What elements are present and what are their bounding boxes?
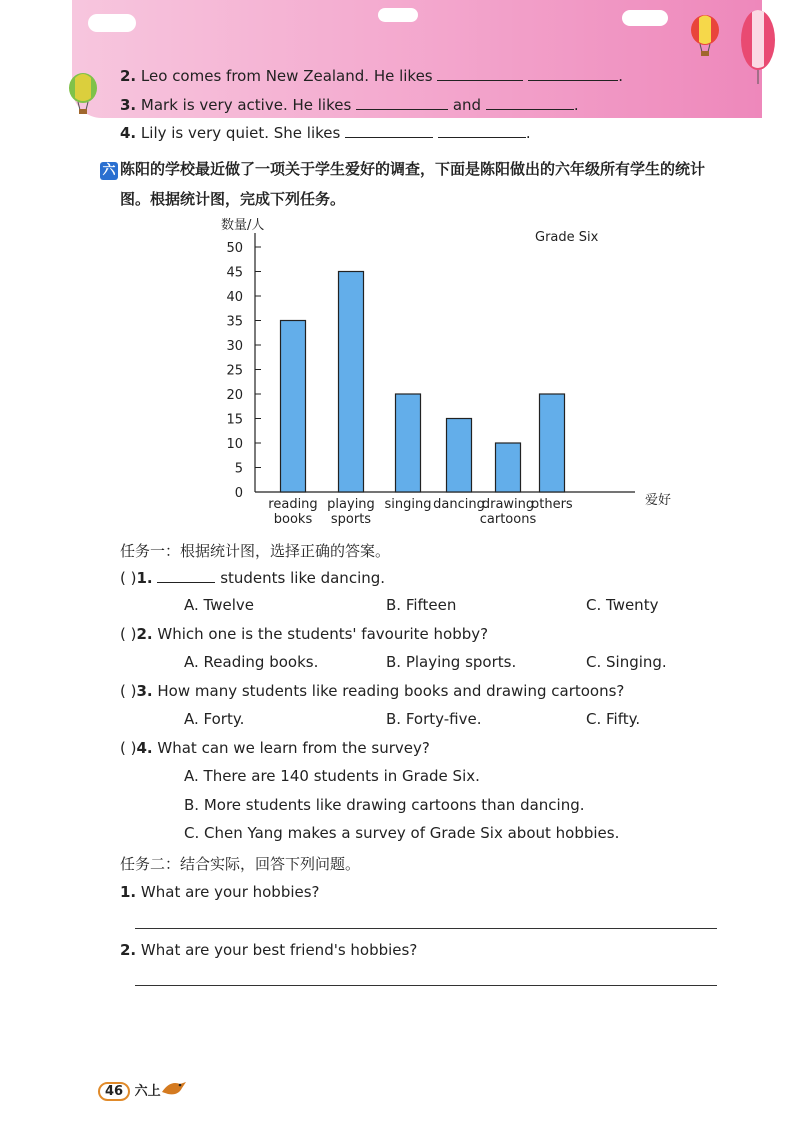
question-number: 4. bbox=[136, 739, 153, 757]
bar-chart bbox=[200, 210, 672, 530]
fill-in-item bbox=[120, 66, 623, 85]
option-b[interactable]: B. More students like drawing cartoons than dancing. bbox=[184, 796, 585, 814]
option-a[interactable]: A. Forty. bbox=[184, 710, 245, 728]
balloon-icon bbox=[66, 72, 100, 114]
question-number: 1. bbox=[136, 569, 153, 587]
answer-line[interactable] bbox=[135, 928, 717, 929]
question-text: What are your best friend's hobbies? bbox=[140, 941, 418, 959]
item-end: . bbox=[525, 124, 531, 142]
bar bbox=[396, 394, 421, 492]
question-text: What are your hobbies? bbox=[140, 883, 320, 901]
category-label: others bbox=[531, 497, 573, 512]
y-tick-label: 25 bbox=[226, 363, 243, 379]
option-c[interactable]: C. Twenty bbox=[586, 596, 659, 614]
y-tick-label: 0 bbox=[234, 486, 243, 501]
question-number: 2. bbox=[120, 941, 137, 959]
task2-title: 任务二：结合实际，回答下列问题。 bbox=[120, 855, 361, 873]
y-tick-label: 50 bbox=[226, 241, 243, 256]
option-b[interactable]: B. Forty-five. bbox=[386, 710, 482, 728]
category-label: cartoons bbox=[479, 512, 537, 527]
bar bbox=[540, 394, 565, 492]
question-number: 1. bbox=[120, 883, 137, 901]
answer-paren[interactable]: ( ) bbox=[120, 682, 137, 700]
item-number: 2. bbox=[120, 67, 137, 85]
fill-in-item bbox=[120, 123, 531, 142]
category-label: sports bbox=[330, 512, 372, 527]
item-text: Leo comes from New Zealand. He likes bbox=[140, 67, 433, 85]
balloon-icon bbox=[688, 14, 722, 56]
cloud-decoration bbox=[378, 8, 418, 22]
option-c[interactable]: C. Fifty. bbox=[586, 710, 641, 728]
bar bbox=[496, 443, 521, 492]
question-text: students like dancing. bbox=[220, 569, 386, 587]
question-text: What can we learn from the survey? bbox=[157, 739, 430, 757]
option-c[interactable]: C. Chen Yang makes a survey of Grade Six about hobbies. bbox=[184, 824, 620, 842]
question bbox=[120, 568, 385, 587]
page-number: 46 bbox=[98, 1082, 130, 1101]
y-tick-label: 10 bbox=[226, 437, 243, 452]
balloon-icon bbox=[738, 8, 778, 84]
answer-blank[interactable] bbox=[528, 66, 618, 81]
item-number: 3. bbox=[120, 96, 137, 114]
y-tick-label: 15 bbox=[226, 412, 243, 428]
item-mid: and bbox=[452, 96, 482, 114]
x-axis-label: 爱好 bbox=[645, 493, 672, 508]
task1-title: 任务一：根据统计图，选择正确的答案。 bbox=[120, 542, 391, 560]
question-text: How many students like reading books and drawing cartoons? bbox=[157, 682, 625, 700]
section-badge: 六 bbox=[100, 162, 118, 180]
answer-blank[interactable] bbox=[356, 95, 448, 110]
category-label: playing bbox=[327, 497, 375, 512]
bar bbox=[339, 272, 364, 493]
grade-label: 六上 bbox=[134, 1084, 161, 1099]
item-end: . bbox=[573, 96, 579, 114]
question bbox=[120, 682, 624, 700]
y-tick-label: 30 bbox=[226, 339, 243, 354]
category-label: books bbox=[273, 512, 313, 527]
y-tick-label: 40 bbox=[226, 290, 243, 305]
question bbox=[120, 625, 488, 643]
y-axis-label: 数量/人 bbox=[221, 218, 265, 233]
chart-title: Grade Six bbox=[535, 230, 599, 245]
answer-blank[interactable] bbox=[437, 66, 523, 81]
item-text: Mark is very active. He likes bbox=[140, 96, 352, 114]
option-c[interactable]: C. Singing. bbox=[586, 653, 667, 671]
question bbox=[120, 739, 430, 757]
answer-line[interactable] bbox=[135, 985, 717, 986]
category-label: dancing bbox=[433, 497, 485, 512]
question-number: 3. bbox=[136, 682, 153, 700]
category-label: drawing bbox=[481, 497, 535, 512]
answer-blank[interactable] bbox=[438, 123, 526, 138]
section-heading bbox=[100, 158, 705, 180]
section-instruction-line2: 图。根据统计图，完成下列任务。 bbox=[120, 190, 346, 208]
option-b[interactable]: B. Playing sports. bbox=[386, 653, 517, 671]
bar bbox=[447, 419, 472, 493]
fill-in-item bbox=[120, 95, 579, 114]
section-instruction-line1: 陈阳的学校最近做了一项关于学生爱好的调查，下面是陈阳做出的六年级所有学生的统计 bbox=[120, 160, 706, 178]
y-tick-label: 45 bbox=[226, 265, 243, 281]
question-text: Which one is the students' favourite hobby? bbox=[157, 625, 489, 643]
answer-blank[interactable] bbox=[486, 95, 574, 110]
category-label: singing bbox=[384, 497, 432, 512]
category-label: reading bbox=[268, 497, 318, 512]
answer-paren[interactable]: ( ) bbox=[120, 569, 137, 587]
cloud-decoration bbox=[622, 10, 668, 26]
item-text: Lily is very quiet. She likes bbox=[140, 124, 341, 142]
y-tick-label: 5 bbox=[234, 461, 243, 477]
y-tick-label: 20 bbox=[226, 388, 243, 403]
answer-blank[interactable] bbox=[157, 568, 215, 583]
bird-icon bbox=[160, 1076, 188, 1098]
y-tick-label: 35 bbox=[226, 314, 243, 330]
open-question bbox=[120, 941, 417, 959]
answer-paren[interactable]: ( ) bbox=[120, 739, 137, 757]
item-end: . bbox=[618, 67, 623, 85]
answer-paren[interactable]: ( ) bbox=[120, 625, 137, 643]
option-a[interactable]: A. There are 140 students in Grade Six. bbox=[184, 767, 480, 785]
option-a[interactable]: A. Reading books. bbox=[184, 653, 319, 671]
bar bbox=[281, 321, 306, 493]
open-question bbox=[120, 883, 320, 901]
item-number: 4. bbox=[120, 124, 137, 142]
answer-blank[interactable] bbox=[345, 123, 433, 138]
option-a[interactable]: A. Twelve bbox=[184, 596, 254, 614]
question-number: 2. bbox=[136, 625, 153, 643]
cloud-decoration bbox=[88, 14, 136, 32]
page-footer bbox=[98, 1080, 161, 1101]
option-b[interactable]: B. Fifteen bbox=[386, 596, 457, 614]
